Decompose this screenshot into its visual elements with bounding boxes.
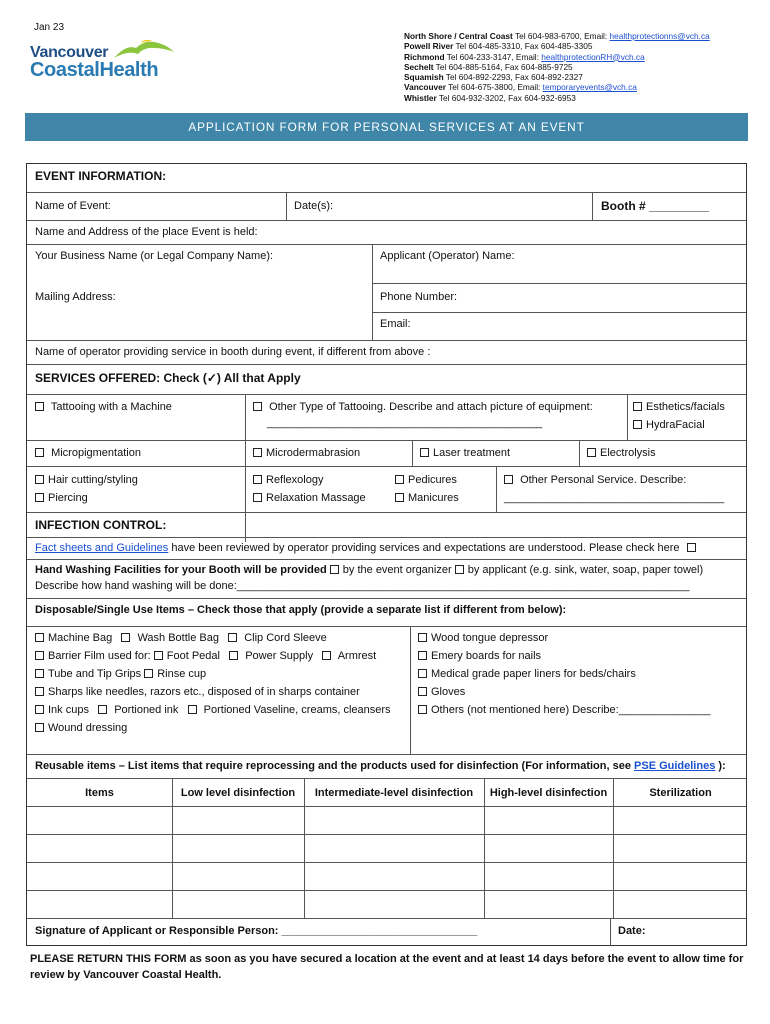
mountain-icon — [114, 38, 176, 62]
service-piercing[interactable]: Piercing — [35, 492, 88, 504]
return-instructions: PLEASE RETURN THIS FORM as soon as you have secured a location at the event and at least 14 days before the event to allow time for review by Vancouver Coastal Health. — [30, 953, 744, 981]
contact-place: Sechelt — [404, 61, 434, 72]
checkbox[interactable] — [154, 651, 163, 660]
service-micropigmentation[interactable]: Micropigmentation — [35, 447, 141, 459]
pse-guidelines-link[interactable]: PSE Guidelines — [634, 760, 716, 772]
hand-washing-describe[interactable]: Describe how hand washing will be done:__________________________________________________________________________ — [35, 580, 690, 592]
fact-sheets-row: Fact sheets and Guidelines have been reviewed by operator providing services and expectations are understood. Please check here — [35, 542, 700, 554]
checkbox[interactable] — [229, 651, 238, 660]
checkbox[interactable] — [587, 448, 596, 457]
col-high-level: High-level disinfection — [489, 787, 608, 799]
checkbox[interactable] — [322, 651, 331, 660]
checkbox[interactable] — [121, 633, 130, 642]
vch-logo — [30, 38, 180, 86]
checkbox[interactable] — [35, 633, 44, 642]
checkbox[interactable] — [418, 687, 427, 696]
event-info-heading: EVENT INFORMATION: — [35, 169, 167, 183]
service-manicures[interactable]: Manicures — [395, 492, 459, 504]
contact-place: Squamish — [404, 72, 444, 83]
checkbox[interactable] — [418, 705, 427, 714]
col-low-level: Low level disinfection — [180, 787, 296, 799]
business-name-field[interactable]: Your Business Name (or Legal Company Name): — [35, 250, 274, 262]
contact-line — [404, 62, 710, 72]
logo-line1: Vancouver — [30, 44, 109, 61]
other-service-line[interactable]: ____________________________________ — [504, 492, 725, 504]
checkbox[interactable] — [418, 651, 427, 660]
checkbox[interactable] — [35, 669, 44, 678]
contact-text: Tel 604-485-3310, Fax 604-485-3305 — [453, 41, 593, 52]
contact-line — [404, 41, 710, 51]
checkbox[interactable] — [418, 669, 427, 678]
checkbox[interactable] — [35, 651, 44, 660]
event-address-field[interactable]: Name and Address of the place Event is held: — [35, 226, 258, 238]
checkbox[interactable] — [253, 493, 262, 502]
hand-washing-row: Hand Washing Facilities for your Booth will be provided by the event organizer by applicant (e.g. sink, water, soap, paper towel) — [35, 564, 704, 576]
contact-line — [404, 93, 710, 103]
checkbox[interactable] — [395, 475, 404, 484]
infection-control-heading: INFECTION CONTROL: — [35, 518, 167, 532]
application-form — [26, 163, 747, 946]
checkbox[interactable] — [144, 669, 153, 678]
contact-text: Tel 604-885-5164, Fax 604-885-9725 — [433, 61, 573, 72]
logo-line2: CoastalHealth — [30, 59, 159, 81]
checkbox[interactable] — [98, 705, 107, 714]
checkbox[interactable] — [228, 633, 237, 642]
checkbox[interactable] — [455, 565, 464, 574]
email-field[interactable]: Email: — [380, 318, 411, 330]
disposable-row-5: Ink cups Portioned ink Portioned Vaseline, creams, cleansers — [35, 704, 391, 716]
service-reflexology[interactable]: Reflexology — [253, 474, 323, 486]
contact-line — [404, 31, 710, 41]
service-hydrafacial[interactable]: HydraFacial — [633, 419, 705, 431]
disposable-row-6: Wound dressing — [35, 722, 127, 734]
fact-sheets-checkbox[interactable] — [687, 543, 696, 552]
contact-email-link[interactable]: healthprotectionRH@vch.ca — [541, 51, 645, 62]
service-pedicures[interactable]: Pedicures — [395, 474, 457, 486]
checkbox[interactable] — [253, 448, 262, 457]
contact-email-link[interactable]: healthprotectionns@vch.ca — [609, 31, 710, 41]
checkbox[interactable] — [35, 723, 44, 732]
checkbox[interactable] — [504, 475, 513, 484]
checkbox[interactable] — [35, 475, 44, 484]
col-intermediate: Intermediate-level disinfection — [314, 787, 474, 799]
checkbox[interactable] — [188, 705, 197, 714]
applicant-name-field[interactable]: Applicant (Operator) Name: — [380, 250, 515, 262]
contact-line — [404, 72, 710, 82]
header-date: Jan 23 — [34, 22, 65, 33]
col-items: Items — [85, 787, 114, 799]
disposable-others[interactable]: Others (not mentioned here) Describe:_______________ — [418, 704, 710, 716]
signature-date-field[interactable]: Date: — [618, 925, 646, 937]
disposable-medical[interactable]: Medical grade paper liners for beds/chairs — [418, 668, 636, 680]
disposable-row-3: Tube and Tip Grips Rinse cup — [35, 668, 206, 680]
contact-list — [404, 31, 710, 103]
other-tattooing-line[interactable]: _____________________________________________ — [267, 417, 543, 429]
contact-place: Vancouver — [404, 82, 446, 93]
checkbox[interactable] — [35, 493, 44, 502]
checkbox[interactable] — [395, 493, 404, 502]
col-sterilization: Sterilization — [649, 787, 712, 799]
operator-name-field[interactable]: Name of operator providing service in booth during event, if different from above : — [35, 346, 431, 358]
checkbox[interactable] — [420, 448, 429, 457]
checkbox[interactable] — [35, 402, 44, 411]
form-title-banner: APPLICATION FORM FOR PERSONAL SERVICES AT AN EVENT — [25, 113, 748, 141]
disposable-row-2: Barrier Film used for: Foot Pedal Power Supply Armrest — [35, 650, 376, 662]
contact-text: Tel 604-932-3202, Fax 604-932-6953 — [436, 92, 576, 103]
checkbox[interactable] — [35, 448, 44, 457]
fact-sheets-link[interactable]: Fact sheets and Guidelines — [35, 542, 169, 554]
disposable-row-1: Machine Bag Wash Bottle Bag Clip Cord Sleeve — [35, 632, 327, 644]
mailing-address-field[interactable]: Mailing Address: — [35, 291, 116, 303]
checkbox[interactable] — [35, 687, 44, 696]
reusable-heading: Reusable items – List items that require reprocessing and the products used for disinfection (For information, see PSE Guidelines ): — [35, 760, 726, 772]
contact-place: Whistler — [404, 92, 437, 103]
service-electrolysis[interactable]: Electrolysis — [587, 447, 656, 459]
checkbox[interactable] — [35, 705, 44, 714]
service-laser[interactable]: Laser treatment — [420, 447, 510, 459]
dates-field[interactable]: Date(s): — [294, 200, 334, 212]
contact-text: Tel 604-983-6700, Email: — [512, 31, 610, 41]
service-tattooing[interactable]: Tattooing with a Machine — [35, 401, 172, 413]
service-hair[interactable]: Hair cutting/styling — [35, 474, 138, 486]
contact-text: Tel 604-675-3800, Email: — [445, 82, 543, 93]
contact-line — [404, 52, 710, 62]
services-heading: SERVICES OFFERED: Check (✓) All that Apply — [35, 371, 301, 385]
contact-place: Richmond — [404, 51, 445, 62]
booth-number-field[interactable]: Booth # _________ — [601, 199, 710, 213]
signature-field[interactable]: Signature of Applicant or Responsible Person: ________________________________ — [35, 925, 478, 937]
disposable-row-4: Sharps like needles, razors etc., disposed of in sharps container — [35, 686, 360, 698]
contact-line — [404, 82, 710, 92]
service-esthetics[interactable]: Esthetics/facials — [633, 401, 725, 413]
phone-number-field[interactable]: Phone Number: — [380, 291, 458, 303]
service-microdermabrasion[interactable]: Microdermabrasion — [253, 447, 360, 459]
contact-email-link[interactable]: temporaryevents@vch.ca — [542, 82, 637, 93]
checkbox[interactable] — [418, 633, 427, 642]
checkbox[interactable] — [253, 475, 262, 484]
service-relaxation[interactable]: Relaxation Massage — [253, 492, 366, 504]
name-of-event-field[interactable]: Name of Event: — [35, 200, 111, 212]
contact-place: Powell River — [404, 41, 454, 52]
disposable-emery[interactable]: Emery boards for nails — [418, 650, 541, 662]
service-other-tattooing[interactable]: Other Type of Tattooing. Describe and attach picture of equipment: — [253, 401, 593, 413]
checkbox[interactable] — [253, 402, 262, 411]
contact-text: Tel 604-233-3147, Email: — [444, 51, 542, 62]
checkbox[interactable] — [633, 420, 642, 429]
disposable-heading: Disposable/Single Use Items – Check those that apply (provide a separate list if different from below): — [35, 604, 567, 616]
checkbox[interactable] — [330, 565, 339, 574]
disposable-wood[interactable]: Wood tongue depressor — [418, 632, 548, 644]
contact-text: Tel 604-892-2293, Fax 604-892-2327 — [443, 72, 583, 83]
contact-place: North Shore / Central Coast — [404, 31, 513, 41]
checkbox[interactable] — [633, 402, 642, 411]
service-other[interactable]: Other Personal Service. Describe: — [504, 474, 686, 486]
disposable-gloves[interactable]: Gloves — [418, 686, 465, 698]
